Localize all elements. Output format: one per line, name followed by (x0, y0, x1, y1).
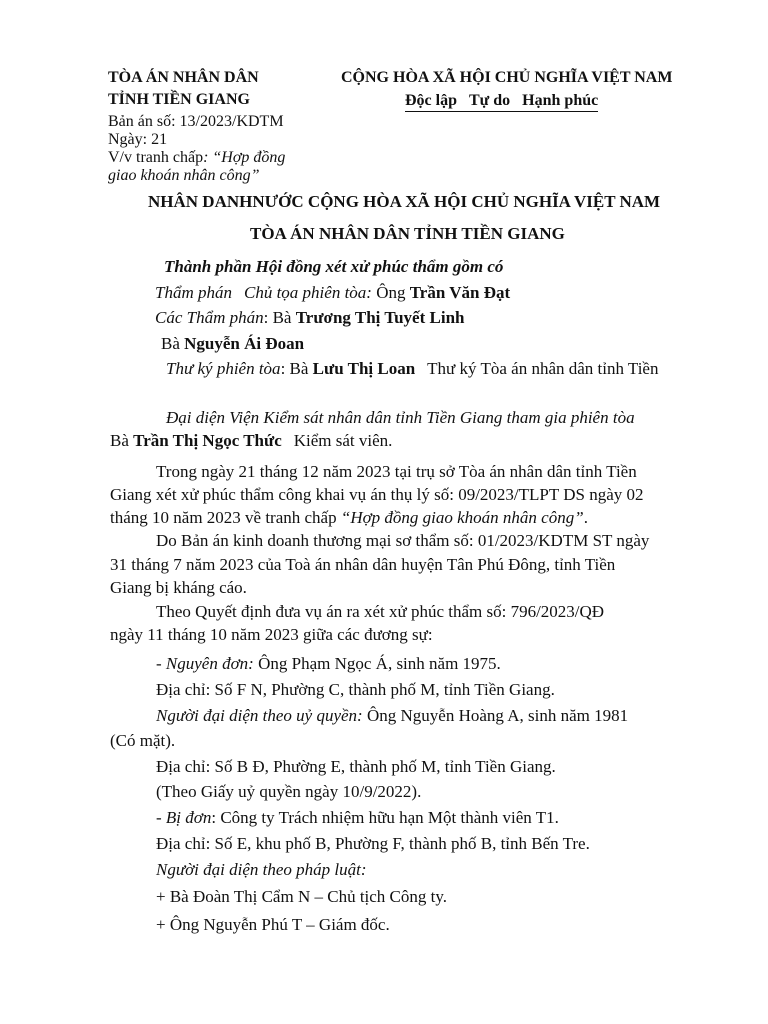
defendant-value: : Công ty Trách nhiệm hữu hạn Một thành viên T1. (211, 808, 559, 827)
case-subject-title: : “Hợp đồng (203, 149, 286, 166)
motto-happiness: Hạnh phúc (522, 92, 599, 109)
presiding-prefix: Ông (376, 283, 406, 302)
presiding-judge-line (155, 283, 510, 303)
judgment-number: Bản án số: 13/2023/KDTM (108, 113, 284, 130)
clerk-name: Lưu Thị Loan (312, 359, 416, 378)
para2-line3: Giang bị kháng cáo. (110, 578, 247, 597)
document-title-line2: TÒA ÁN NHÂN DÂN TỈNH TIỀN GIANG (250, 224, 565, 243)
para1-period: . (583, 508, 588, 527)
plaintiff-dash: - (156, 654, 166, 673)
motto-independence: Độc lập (405, 92, 457, 109)
clerk-prefix: : Bà (280, 359, 309, 378)
plaintiff-label: Nguyên đơn: (165, 654, 254, 673)
contract-title: “Hợp đồng giao khoán nhân công” (340, 508, 584, 527)
legal-representative-1: + Bà Đoàn Thị Cẩm N – Chủ tịch Công ty. (156, 887, 448, 906)
representative-present: (Có mặt). (110, 731, 176, 750)
judge2-name: Trương Thị Tuyết Linh (295, 308, 465, 327)
national-motto (405, 91, 598, 112)
motto-freedom: Tự do (469, 92, 511, 109)
para2-line1: Do Bản án kinh doanh thương mại sơ thẩm số: 01/2023/KDTM ST ngày (156, 531, 650, 550)
prosecutor-prefix: Bà (110, 431, 129, 450)
prosecutor-name: Trần Thị Ngọc Thức (133, 431, 282, 450)
presiding-label: Chủ tọa phiên tòa: (243, 283, 372, 302)
judge-label: Thẩm phán (155, 283, 232, 302)
para1-line3 (110, 508, 588, 528)
clerk-role: Thư ký Tòa án nhân dân tỉnh Tiền (427, 359, 659, 378)
defendant-address: Địa chỉ: Số E, khu phố B, Phường F, thành phố B, tỉnh Bến Tre. (156, 834, 590, 853)
document-title-line1: NHÂN DANHNƯỚC CỘNG HÒA XÃ HỘI CHỦ NGHĨA VIỆT NAM (148, 192, 661, 211)
para3-line1: Theo Quyết định đưa vụ án ra xét xử phúc thẩm số: 796/2023/QĐ (156, 602, 605, 621)
para1-line3-text: tháng 10 năm 2023 về tranh chấp (110, 508, 341, 527)
republic-name: CỘNG HÒA XÃ HỘI CHỦ NGHĨA VIỆT NAM (341, 69, 673, 86)
representative-authorization: (Theo Giấy uỷ quyền ngày 10/9/2022). (156, 782, 422, 801)
procuracy-line: Đại diện Viện Kiểm sát nhân dân tỉnh Tiền Giang tham gia phiên tòa (166, 408, 635, 427)
case-subject (108, 148, 285, 167)
representative-line (156, 706, 628, 726)
representative-address: Địa chỉ: Số B Đ, Phường E, thành phố M, tỉnh Tiền Giang. (156, 757, 556, 776)
plaintiff-value: Ông Phạm Ngọc Á, sinh năm 1975. (253, 654, 501, 673)
legal-representative-2: + Ông Nguyễn Phú T – Giám đốc. (156, 915, 390, 934)
court-name-line1: TÒA ÁN NHÂN DÂN (108, 69, 259, 86)
para3-line2: ngày 11 tháng 10 năm 2023 giữa các đương sự: (110, 625, 433, 644)
para1-line2: Giang xét xử phúc thẩm công khai vụ án thụ lý số: 09/2023/TLPT DS ngày 02 (110, 485, 644, 504)
representative-label: Người đại diện theo uỷ quyền: (156, 706, 363, 725)
presiding-judge-name: Trần Văn Đạt (409, 283, 511, 302)
prosecutor-role: Kiểm sát viên. (293, 431, 393, 450)
defendant-line (156, 808, 559, 828)
plaintiff-address: Địa chỉ: Số F N, Phường C, thành phố M, tỉnh Tiền Giang. (156, 680, 555, 699)
case-subject-prefix: V/v tranh chấp (108, 149, 204, 166)
clerk-line (166, 359, 658, 379)
judgment-date: Ngày: 21 (108, 131, 168, 148)
case-subject-title-cont: giao khoán nhân công” (108, 167, 260, 184)
representative-value: Ông Nguyễn Hoàng A, sinh năm 1981 (362, 706, 629, 725)
para2-line2: 31 tháng 7 năm 2023 của Toà án nhân dân huyện Tân Phú Đông, tỉnh Tiền (110, 555, 616, 574)
judge3-line (161, 334, 304, 354)
other-judges-prefix: : Bà (263, 308, 292, 327)
prosecutor-line (110, 431, 392, 451)
judge3-name: Nguyễn Ái Đoan (184, 334, 305, 353)
plaintiff-line (156, 654, 501, 674)
clerk-label: Thư ký phiên tòa (166, 359, 281, 378)
para1-line1: Trong ngày 21 tháng 12 năm 2023 tại trụ sở Tòa án nhân dân tỉnh Tiền (156, 462, 637, 481)
defendant-label: Bị đơn (165, 808, 212, 827)
court-name-line2: TỈNH TIỀN GIANG (108, 91, 250, 108)
judge3-prefix: Bà (161, 334, 180, 353)
panel-heading: Thành phần Hội đồng xét xử phúc thẩm gồm có (164, 257, 504, 276)
defendant-dash: - (156, 808, 166, 827)
other-judges-label: Các Thẩm phán (155, 308, 264, 327)
legal-representative-label: Người đại diện theo pháp luật: (156, 860, 367, 879)
other-judges-line (155, 308, 465, 328)
